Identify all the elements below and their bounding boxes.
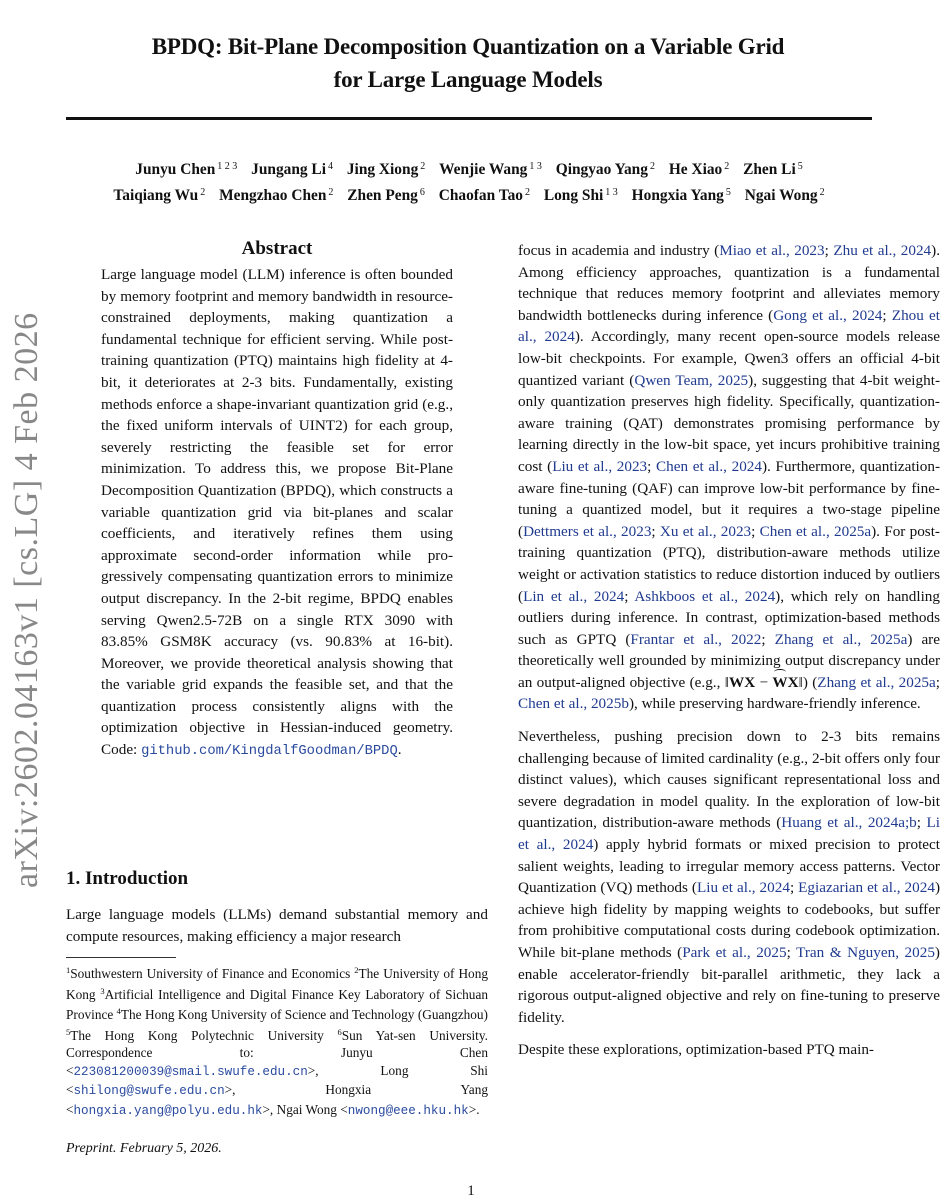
citation-link[interactable]: Tran & Nguyen, 2025 [796,944,935,961]
citation-link[interactable]: Chen et al., 2025a [759,522,872,540]
email-link[interactable]: hongxia.yang@polyu.edu.hk [73,1103,263,1118]
author-row-2 [66,181,872,207]
author-name: Hongxia Yang $^5$ [631,187,731,204]
citation-link[interactable]: Gong et al., 2024 [773,306,883,324]
author-name: Zhen Peng $^6$ [347,187,425,204]
citation-link[interactable]: Liu et al., 2024 [696,879,790,897]
intro-paragraph-3: Despite these explorations, optimization-based PTQ main- [518,1041,874,1059]
math-w-hat: W [772,672,787,694]
affiliation-marker: 1 3 [529,161,542,172]
email-link[interactable]: shilong@swufe.edu.cn [73,1084,225,1098]
author-name: Zhen Li $^5$ [743,161,803,178]
affiliation-marker: 2 [819,187,825,198]
section-heading-introduction: 1. Introduction [66,868,189,889]
author-name: Long Shi $^{1 3}$ [543,187,618,204]
affiliation-marker: 6 [419,187,425,198]
affiliation-marker: 2 [724,161,730,172]
right-column [518,240,940,1072]
affiliation-number: 3 [100,985,105,996]
contact-name: Hongxia Yang [325,1082,488,1097]
citation-link[interactable]: Chen et al., 2024 [656,457,762,475]
abstract-text: Large language model (LLM) inference is often bounded by memory footprint and memory bandwidth in resource-constrained deployments, making quantization a fundamental technique for efficient serving. While post-training quantization (PTQ) maintains high fidelity at 4-bit, it deteriorates at 2-3 bits. Fundamentally, existing methods enforce a shape-invariant quantization grid (e.g., the fixed uniform intervals of UINT2) for each group, severely restricting the feasible set for error minimization. To address this, we propose Bit-Plane Decomposition Quantization (BPDQ), which constructs a variable quantization grid via bit-planes and scalar coefficients, and iteratively refines them using approximate second-order information while progressively compensating quantization errors to minimize output discrepancy. In the 2-bit regime, BPDQ enables serving Qwen2.5-72B on a single RTX 3090 with 83.85% GSM8K accuracy (vs. 90.83% at 16-bit). Moreover, we provide theoretical analysis showing that the variable grid expands the feasible set, and that the quantization process consistently aligns with the optimization objective in Hessian-induced geometry. Code: [101,266,453,759]
title-line-1: BPDQ: Bit-Plane Decomposition Quantization on a Variable Grid [151,34,785,59]
affiliation-number: 1 [66,965,71,975]
affiliation-name: The University of Hong Kong [66,966,488,1002]
affiliation-number: 5 [66,1026,71,1037]
citation-link[interactable]: Dettmers et al., 2023 [523,522,652,540]
citation-link[interactable]: Xu et al., 2023 [659,522,752,540]
email-link[interactable]: nwong@eee.hku.hk [347,1103,469,1118]
author-name: Mengzhao Chen $^2$ [219,187,334,204]
abstract-body: Large language model (LLM) inference is often bounded by memory footprint and memory bandwidth in resource-constrained deployments, making quantization a fundamental technique for efficient serving. While post-training quantization (PTQ) maintains high fidelity at 4-bit, it deteriorates at 2-3 bits. Fundamentally, existing methods enforce a shape-invariant quantization grid (e.g., the fixed uniform intervals of UINT2) for each group, severely restricting the feasible set for error minimization. To address this, we propose Bit-Plane Decomposition Quantization (BPDQ), which constructs a variable quantization grid via bit-planes and scalar coefficients, and iteratively refines them using approximate second-order information while progressively compensating quantization errors to minimize output discrepancy. In the 2-bit regime, BPDQ enables serving Qwen2.5-72B on a single RTX 3090 with 83.85% GSM8K accuracy (vs. 90.83% at 16-bit). Moreover, we provide theoretical analysis showing that the variable grid expands the feasible set, and that the quantization process consistently aligns with the optimization objective in Hessian-induced geometry. Code: github.com/KingdalfGoodman/BPDQ. [101,266,453,760]
intro-left-text: Large language models (LLMs) demand substantial memory and compute resources, making efficiency a major research [66,906,488,945]
math-wx: WX [729,673,756,691]
affiliation-marker: 5 [797,161,803,172]
affiliation-name: Artificial Intelligence and Digital Finance Key Laboratory of Sichuan Province [66,986,488,1022]
title-rule [66,117,872,120]
affiliation-marker: 2 [328,187,334,198]
paper-title [66,30,870,96]
contact-name: Long Shi [380,1062,488,1078]
author-list [66,155,872,207]
title-line-2: for Large Language Models [333,67,603,92]
citation-link[interactable]: Zhu et al., 2024 [833,242,932,259]
citation-link[interactable]: Frantar et al., 2022 [630,630,762,648]
affiliation-marker: 2 [524,187,530,198]
contact-name: Ngai Wong [276,1101,341,1117]
affiliation-marker: 1 2 3 [217,161,238,172]
citation-link[interactable]: Liu et al., 2023 [552,457,648,475]
citation-link[interactable]: Miao et al., 2023 [719,242,825,259]
left-column [66,236,488,763]
intro-paragraph-2: Nevertheless, pushing precision down to 2-3 bits remains challenging because of limited cardinality (e.g., 2-bit offers only four distinct values), which causes significant representational loss and severe degradation in model quality. In the exploration of low-bit quantization, distribution-aware methods (Huang et al., 2024a;b; Li et al., 2024) apply hybrid formats or mixed precision to protect salient weights, leading to irregular memory access patterns. Vector Quantization (VQ) methods (Liu et al., 2024; Egiazarian et al., 2024) achieve high fidelity by mapping weights to codebooks, but suffer from prohibitive computational costs during codebook optimization. While bit-plane methods (Park et al., 2025; Tran & Nguyen, 2025) enable accelerator-friendly bit-parallel arithmetic, they lack a rigorous output-aligned objective and rely on fine-tuning to preserve fidelity. [518,728,941,1026]
author-name: Wenjie Wang $^{1 3}$ [439,161,542,178]
author-name: Qingyao Yang $^2$ [555,161,655,178]
author-row-1 [66,155,872,181]
citation-link[interactable]: Lin et al., 2024 [523,587,625,605]
citation-link[interactable]: Egiazarian et al., 2024 [798,879,935,897]
citation-link[interactable]: Zhang et al., 2025a [774,630,908,648]
correspondence-contacts: Junyu Chen <223081200039@smail.swufe.edu.cn>, Long Shi <shilong@swufe.edu.cn>, Hongxia Yang <hongxia.yang@polyu.edu.hk>, Ngai Wong <nwong@eee.hku.hk>. [66,1045,488,1118]
affiliation-number: 6 [337,1026,342,1037]
author-name: He Xiao $^2$ [668,161,730,178]
affiliation-marker: 1 3 [605,187,618,198]
page-number: 1 [467,1183,475,1199]
affiliations [66,966,488,1043]
intro-paragraph-1: focus in academia and industry (Miao et al., 2023; Zhu et al., 2024). Among efficiency approaches, quantization is a fundamental technique that reduces memory footprint and alleviates memory bandwidth bottlenecks during inference (Gong et al., 2024; Zhou et al., 2024). Accordingly, many recent open-source models release low-bit checkpoints. For example, Qwen3 offers an official 4-bit quantized variant (Qwen Team, 2025), suggesting that 4-bit weight-only quantization preserves high fidelity. Specifically, quantization-aware training (QAT) demonstrates promising performance by learning directly in the low-bit space, yet incurs prohibitive training cost (Liu et al., 2023; Chen et al., 2024). Furthermore, quantization-aware fine-tuning (QAF) can improve low-bit performance by fine-tuning a quantized model, but it requires a two-stage pipeline (Dettmers et al., 2023; Xu et al., 2023; Chen et al., 2025a). For post-training quantization (PTQ), distribution-aware methods utilize weight or activation statistics to reduce distortion induced by outliers (Lin et al., 2024; Ashkboos et al., 2024), which rely on handling outliers during inference. In contrast, optimization-based methods such as GPTQ (Frantar et al., 2022; Zhang et al., 2025a) are theoretically well grounded by minimizing output discrepancy under an output-aligned objective (e.g., ‖WX − WX‖) (Zhang et al., 2025a; Chen et al., 2025b), while preserving hardware-friendly inference. [518,242,940,713]
author-name: Chaofan Tao $^2$ [438,187,530,204]
affiliation-marker: 5 [725,187,731,198]
affiliation-name: The Hong Kong Polytechnic University [70,1027,338,1043]
citation-link[interactable]: Zhang et al., 2025a [817,673,936,691]
affiliation-name: The Hong Kong University of Science and Technology (Guangzhou) [120,1007,488,1022]
affiliation-number: 4 [116,1006,121,1016]
citation-link[interactable]: Chen et al., 2025b [518,695,629,713]
author-name: Ngai Wong $^2$ [744,187,825,204]
author-name: Jing Xiong $^2$ [346,161,426,178]
citation-link[interactable]: Qwen Team, 2025 [634,371,749,389]
email-link[interactable]: 223081200039@smail.swufe.edu.cn [73,1064,308,1079]
citation-link[interactable]: Huang et al., 2024a;b [781,814,917,832]
affiliation-number: 2 [354,965,359,975]
citation-link[interactable]: Li et al., 2024 [518,814,940,854]
citation-link[interactable]: Zhou et al., 2024 [518,306,940,346]
affiliation-name: Sun Yat-sen University. [341,1027,488,1043]
affiliation-marker: 4 [327,161,333,172]
correspondence-label: Correspondence to: [66,1045,341,1060]
author-name: Taiqiang Wu $^2$ [113,187,206,204]
arxiv-stamp: arXiv:2602.04163v1 [cs.LG] 4 Feb 2026 [8,312,45,888]
affiliation-marker: 2 [649,161,655,172]
contact-name: Junyu Chen [340,1045,488,1060]
citation-link[interactable]: Ashkboos et al., 2024 [634,587,776,605]
math-expression: ‖WX − WX‖ [725,674,803,691]
math-x: X [787,673,799,691]
affiliation-marker: 2 [200,187,206,198]
author-name: Jungang Li $^4$ [251,161,333,178]
affiliation-footnote [66,962,488,1120]
author-name: Junyu Chen $^{1 2 3}$ [135,161,238,178]
abstract-heading: Abstract [241,238,313,259]
affiliation-marker: 2 [420,161,426,172]
preprint-note: Preprint. February 5, 2026. [66,1141,222,1156]
code-link[interactable]: github.com/KingdalfGoodman/BPDQ [141,744,398,760]
affiliation-name: Southwestern University of Finance and Economics [70,966,355,981]
citation-link[interactable]: Park et al., 2025 [682,944,787,961]
footnote-rule [66,957,176,958]
